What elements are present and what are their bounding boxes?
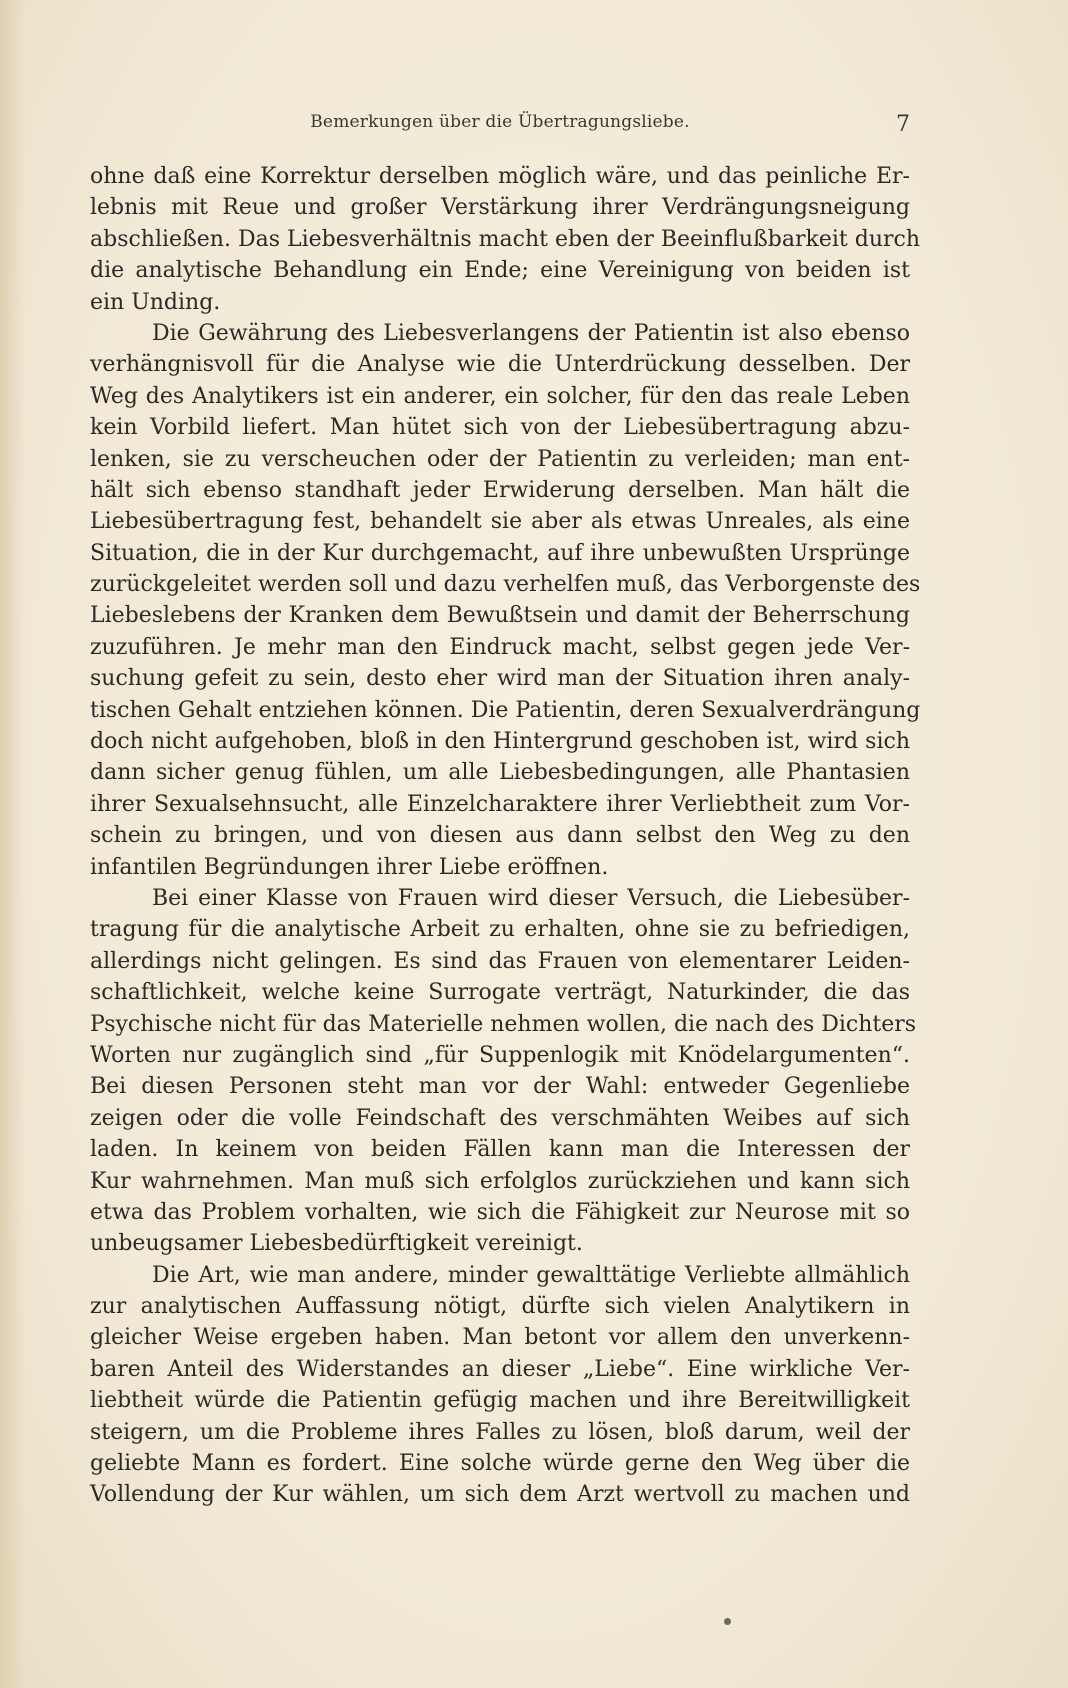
text-line: etwa das Problem vorhalten, wie sich die Fähigkeit zur Neurose mit so — [90, 1199, 910, 1225]
text-line: tragung für die analytische Arbeit zu erhalten, ohne sie zu befriedigen, — [90, 917, 910, 943]
text-line: gleicher Weise ergeben haben. Man betont vor allem den unverkenn- — [90, 1325, 910, 1351]
body-text — [90, 161, 921, 1511]
text-line: geliebte Mann es fordert. Eine solche würde gerne den Weg über die — [90, 1451, 910, 1477]
text-line: Die Gewährung des Liebesverlangens der Patientin ist also ebenso — [152, 320, 910, 346]
text-line: Bei einer Klasse von Frauen wird dieser Versuch, die Liebesüber- — [152, 885, 910, 911]
text-line: ein Unding. — [90, 289, 221, 315]
text-line: suchung gefeit zu sein, desto eher wird man der Situation ihren analy- — [90, 666, 910, 692]
text-line: Liebesübertragung fest, behandelt sie aber als etwas Unreales, als eine — [90, 509, 910, 535]
text-line: liebtheit würde die Patientin gefügig machen und ihre Bereitwilligkeit — [90, 1388, 910, 1414]
text-line: Die Art, wie man andere, minder gewalttätige Verliebte allmählich — [152, 1262, 910, 1288]
text-line: ihrer Sexualsehnsucht, alle Einzelcharaktere ihrer Verliebtheit zum Vor- — [90, 791, 910, 817]
text-line: abschließen. Das Liebesverhältnis macht eben der Beeinflußbarkeit durch — [90, 226, 920, 252]
text-line: tischen Gehalt entziehen können. Die Patientin, deren Sexualverdrängung — [90, 697, 921, 723]
text-line: Liebeslebens der Kranken dem Bewußtsein und damit der Beherrschung — [90, 603, 910, 629]
text-line: allerdings nicht gelingen. Es sind das Frauen von elementarer Leiden- — [90, 948, 910, 974]
text-line: dann sicher genug fühlen, um alle Liebesbedingungen, alle Phantasien — [90, 760, 910, 786]
text-line: Psychische nicht für das Materielle nehmen wollen, die nach des Dichters — [90, 1011, 917, 1037]
text-line: zur analytischen Auffassung nötigt, dürfte sich vielen Analytikern in — [90, 1294, 910, 1320]
text-line: unbeugsamer Liebesbedürftigkeit vereinigt. — [90, 1231, 583, 1257]
text-line: Bei diesen Personen steht man vor der Wahl: entweder Gegenliebe — [90, 1074, 910, 1100]
text-line: schein zu bringen, und von diesen aus dann selbst den Weg zu den — [90, 823, 910, 849]
text-line: Weg des Analytikers ist ein anderer, ein solcher, für den das reale Leben — [90, 383, 910, 409]
text-line: Vollendung der Kur wählen, um sich dem Arzt wertvoll zu machen und — [90, 1482, 910, 1508]
ink-speck — [724, 1618, 731, 1625]
text-line: lebnis mit Reue und großer Verstärkung ihrer Verdrängungsneigung — [90, 195, 910, 221]
text-line: Kur wahrnehmen. Man muß sich erfolglos zurückziehen und kann sich — [90, 1168, 910, 1194]
text-line: verhängnisvoll für die Analyse wie die Unterdrückung desselben. Der — [90, 352, 910, 378]
page-header — [90, 112, 910, 142]
text-line: steigern, um die Probleme ihres Falles zu lösen, bloß darum, weil der — [90, 1419, 910, 1445]
text-line: hält sich ebenso standhaft jeder Erwiderung derselben. Man hält die — [90, 477, 910, 503]
text-line: doch nicht aufgehoben, bloß in den Hintergrund geschoben ist, wird sich — [90, 729, 910, 755]
text-line: baren Anteil des Widerstandes an dieser „Liebe“. Eine wirkliche Ver- — [90, 1356, 910, 1382]
text-line: laden. In keinem von beiden Fällen kann man die Interessen der — [90, 1137, 910, 1163]
binding-shadow — [0, 0, 26, 1688]
text-line: die analytische Behandlung ein Ende; eine Vereinigung von beiden ist — [90, 258, 910, 284]
text-line: lenken, sie zu verscheuchen oder der Patientin zu verleiden; man ent- — [90, 446, 910, 472]
page-number: 7 — [896, 112, 910, 137]
text-line: ohne daß eine Korrektur derselben möglich wäre, und das peinliche Er- — [90, 164, 910, 189]
text-line: Situation, die in der Kur durchgemacht, auf ihre unbewußten Ursprünge — [90, 540, 910, 566]
text-line: kein Vorbild liefert. Man hütet sich von der Liebesübertragung abzu- — [90, 415, 910, 441]
text-line: zurückgeleitet werden soll und dazu verhelfen muß, das Verborgenste des — [90, 572, 921, 598]
text-line: zuzuführen. Je mehr man den Eindruck macht, selbst gegen jede Ver- — [90, 634, 910, 660]
text-line: schaftlichkeit, welche keine Surrogate verträgt, Naturkinder, die das — [90, 980, 910, 1006]
running-head: Bemerkungen über die Übertragungsliebe. — [310, 112, 690, 132]
text-line: Worten nur zugänglich sind „für Suppenlogik mit Knödelargumenten“. — [90, 1042, 910, 1068]
text-line: zeigen oder die volle Feindschaft des verschmähten Weibes auf sich — [90, 1105, 910, 1131]
text-line: infantilen Begründungen ihrer Liebe eröffnen. — [90, 854, 609, 880]
